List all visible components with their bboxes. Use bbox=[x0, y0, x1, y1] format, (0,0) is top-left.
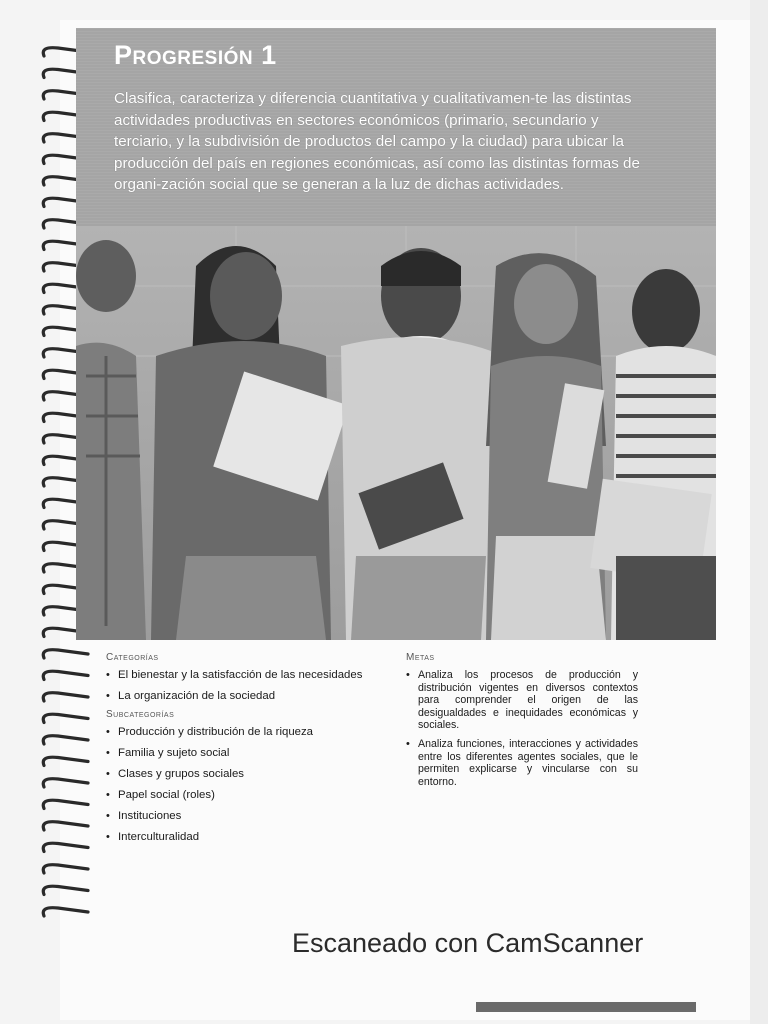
goal-item: • Analiza funciones, interacciones y actividades entre los diferentes agentes sociales, que le permiten explicarse y vincularse con su entorno. bbox=[406, 738, 638, 788]
progression-title: Progresión 1 bbox=[114, 40, 277, 70]
spiral-coil bbox=[43, 843, 88, 851]
categories-list bbox=[106, 669, 396, 703]
category-item: • El bienestar y la satisfacción de las necesidades bbox=[106, 669, 396, 682]
subcategory-item: • Papel social (roles) bbox=[106, 789, 396, 802]
goals-column bbox=[406, 652, 638, 794]
spiral-coil bbox=[43, 714, 88, 722]
progression-description: Clasifica, caracteriza y diferencia cuantitativa y cualitativamen-te las distintas actividades productivas en sectores económicos (primario, secundario y terciario, y la subdivisión de productos del campo y la ciudad) para ubicar la producción del país en regiones económicas, así como las distintas formas de organi-zación social que se generan a la luz de dichas actividades. bbox=[114, 90, 640, 194]
spiral-coil bbox=[43, 865, 88, 873]
goal-item: • Analiza los procesos de producción y distribución vigentes en diversos contextos para comprender el origen de las desigualdades e inequidades económicas y sociales. bbox=[406, 669, 638, 732]
spiral-coil bbox=[43, 800, 88, 808]
spiral-coil bbox=[43, 779, 88, 787]
subcategory-item: • Familia y sujeto social bbox=[106, 747, 396, 760]
spiral-coil bbox=[43, 693, 88, 701]
spiral-coil bbox=[43, 736, 88, 744]
spiral-coil bbox=[43, 822, 88, 830]
page-edge bbox=[750, 0, 768, 1024]
students-illustration bbox=[76, 226, 716, 640]
students-photo bbox=[76, 226, 716, 640]
camscanner-watermark: Escaneado con CamScanner bbox=[292, 928, 644, 958]
subcategory-item: • Interculturalidad bbox=[106, 831, 396, 844]
spiral-coil bbox=[43, 671, 88, 679]
subcategory-item: • Producción y distribución de la riqueza bbox=[106, 726, 396, 739]
spiral-coil bbox=[43, 908, 88, 916]
goals-heading: Metas bbox=[406, 652, 435, 663]
bottom-bar bbox=[476, 1002, 696, 1012]
goals-list bbox=[406, 669, 638, 788]
subcategories-list bbox=[106, 726, 396, 844]
categories-column bbox=[106, 652, 396, 852]
spiral-coil bbox=[43, 886, 88, 894]
subcategory-item: • Instituciones bbox=[106, 810, 396, 823]
subcategories-heading: Subcategorías bbox=[106, 709, 175, 720]
subcategory-item: • Clases y grupos sociales bbox=[106, 768, 396, 781]
spiral-coil bbox=[43, 650, 88, 658]
categories-heading: Categorías bbox=[106, 652, 159, 663]
category-item: • La organización de la sociedad bbox=[106, 690, 396, 703]
spiral-coil bbox=[43, 757, 88, 765]
